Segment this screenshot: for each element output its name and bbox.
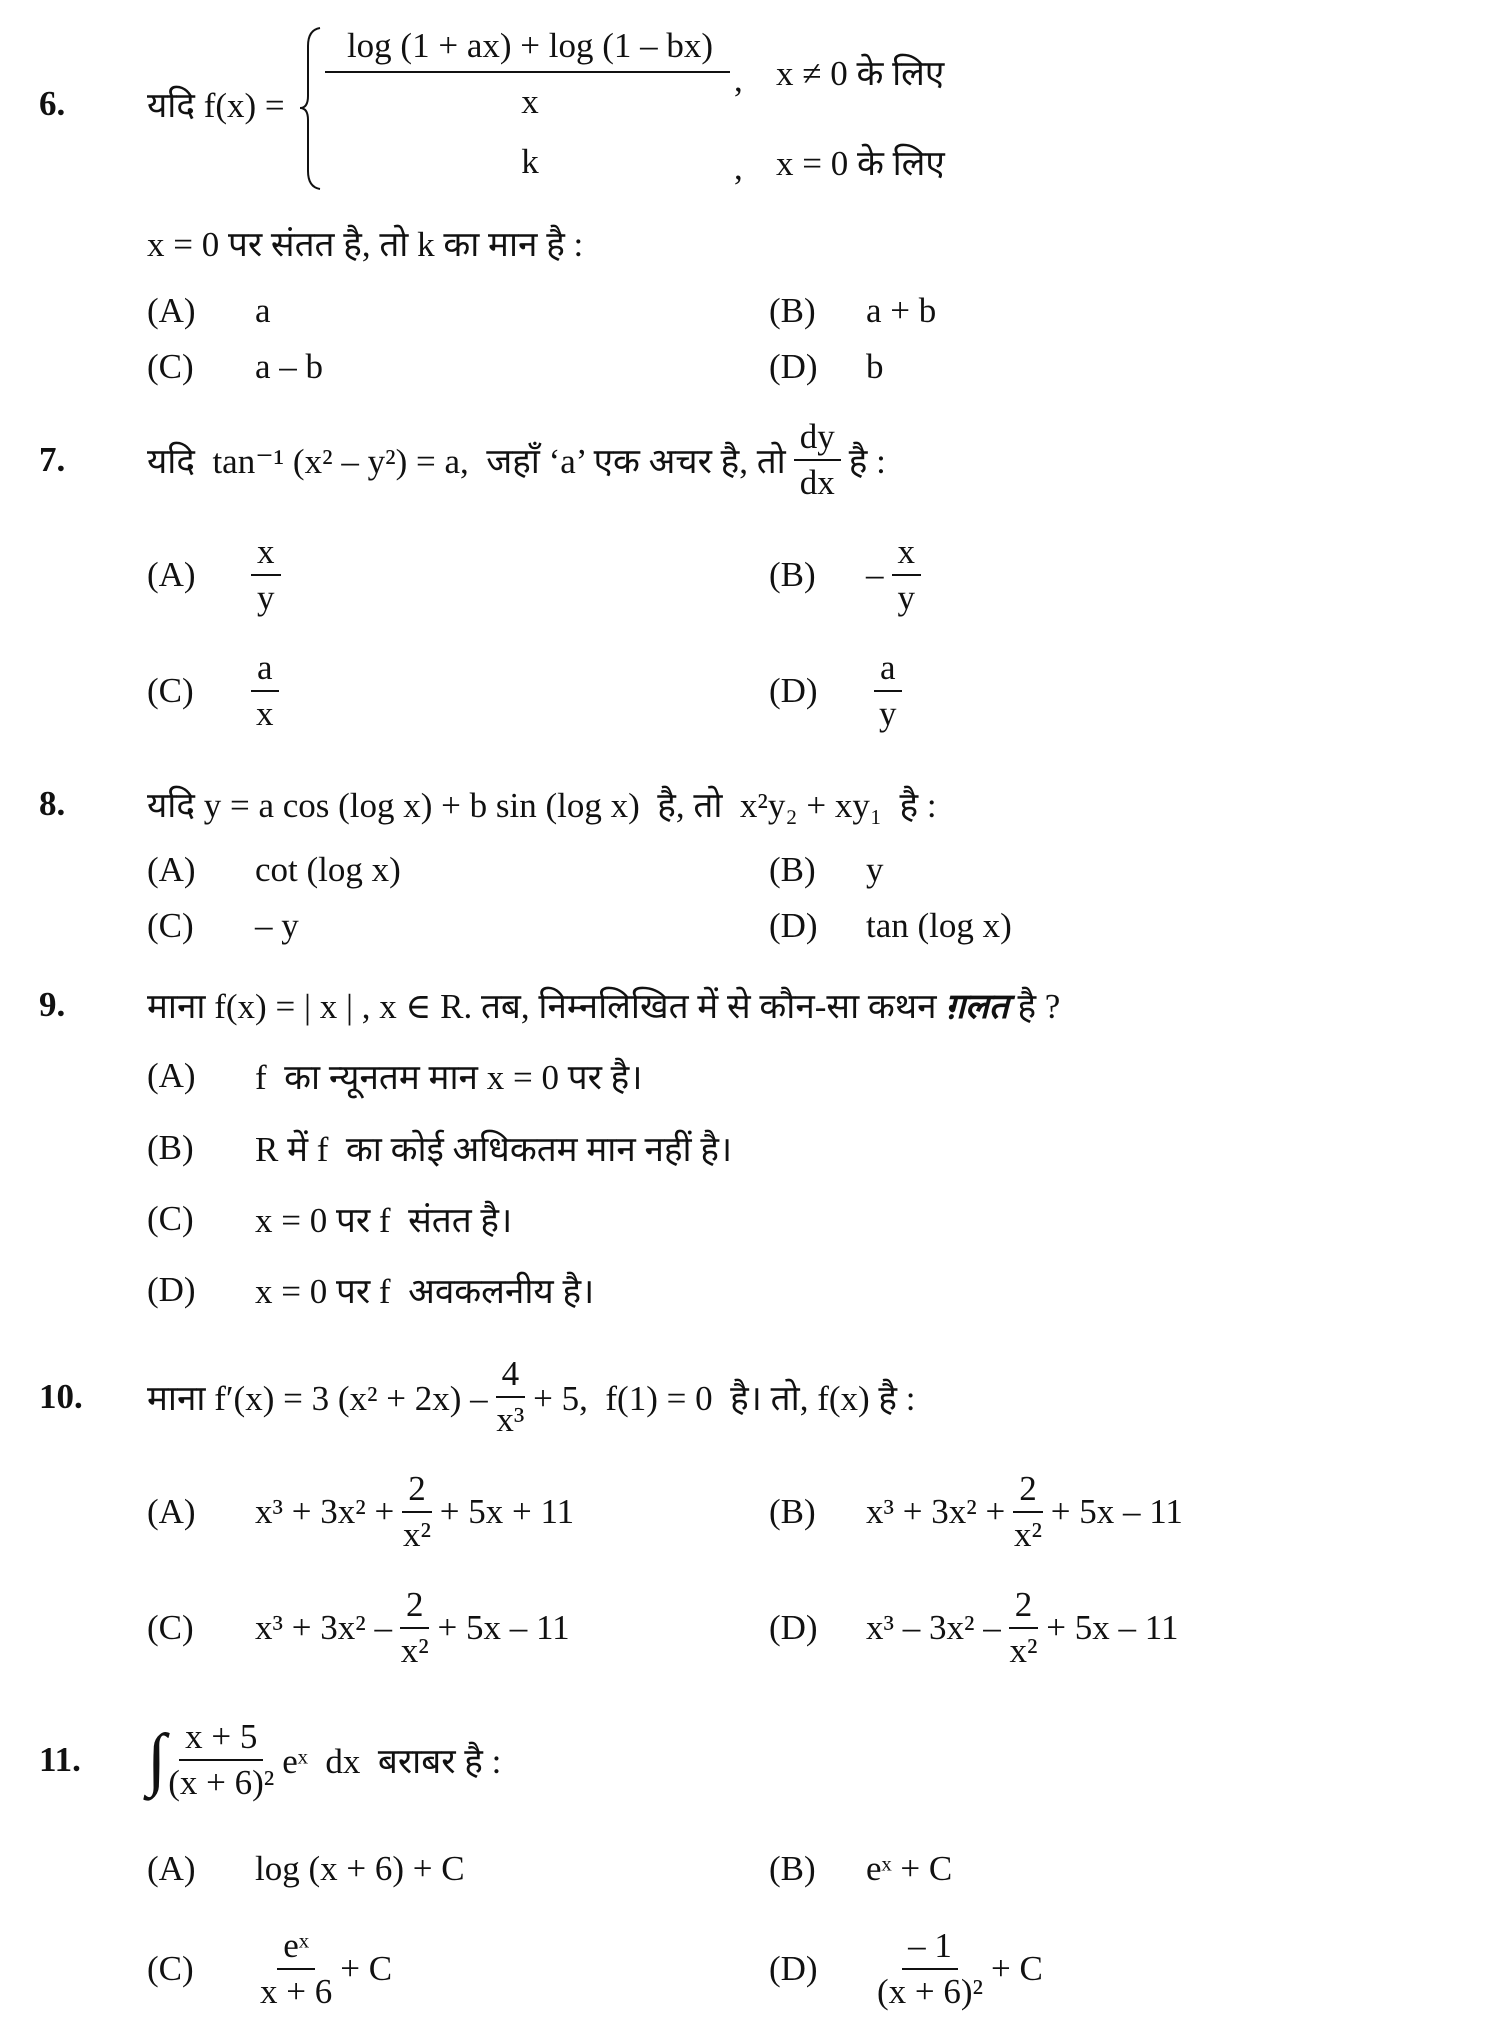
option-c[interactable] (147, 1925, 393, 2011)
question-number: 9. (39, 985, 66, 1024)
option-label: (A) (147, 1056, 196, 1095)
numerator: 2 (1009, 1586, 1039, 1630)
option-text: f का न्यूनतम मान x = 0 पर है। (255, 1057, 643, 1097)
case2-value: k (521, 142, 539, 181)
option-fraction (892, 533, 922, 618)
question-stem (147, 1716, 502, 1802)
stem-text: है : (848, 441, 886, 481)
option-text: b (866, 347, 884, 386)
option-label: (D) (769, 1608, 818, 1647)
question-stem-prefix: यदि f(x) = (147, 85, 285, 125)
option-b[interactable] (769, 1847, 953, 1891)
option-label: (D) (769, 671, 818, 710)
integral-sign: ∫ (147, 1721, 167, 1798)
numerator: 4 (496, 1355, 526, 1399)
option-b[interactable] (769, 531, 915, 617)
denominator: y (879, 694, 897, 733)
option-c[interactable] (147, 1197, 513, 1241)
case2-condition: x = 0 के लिए (776, 143, 945, 183)
numerator: 2 (402, 1470, 432, 1514)
option-d[interactable] (147, 1268, 595, 1312)
fraction-line (325, 71, 730, 73)
denominator: y (897, 578, 915, 617)
option-label: (B) (769, 1492, 816, 1531)
option-text: a (255, 291, 271, 330)
option-text: x³ + 3x² + (255, 1492, 395, 1531)
option-fraction (251, 649, 279, 734)
case1-condition: x ≠ 0 के लिए (776, 53, 945, 93)
option-label: (B) (147, 1128, 194, 1167)
denominator: x + 6 (260, 1972, 333, 2011)
numerator: x + 5 (179, 1718, 263, 1762)
option-d[interactable] (769, 904, 1012, 948)
denominator: x (256, 694, 274, 733)
option-a[interactable] (147, 289, 271, 333)
option-label: (A) (147, 850, 196, 889)
dy-dx-fraction (794, 418, 841, 503)
option-a[interactable] (147, 1054, 643, 1098)
option-b[interactable] (769, 1468, 1183, 1554)
option-fraction (400, 1586, 430, 1671)
numerator: a (874, 649, 902, 693)
option-sign: – (866, 555, 884, 594)
option-label: (A) (147, 291, 196, 330)
option-b[interactable] (769, 289, 937, 333)
option-label: (C) (147, 1949, 194, 1988)
stem-text: माना f′(x) = 3 (x² + 2x) – (147, 1378, 488, 1418)
option-a[interactable] (147, 531, 275, 617)
option-d[interactable] (769, 345, 884, 389)
option-c[interactable] (147, 647, 274, 733)
case1-comma: , (734, 60, 743, 99)
option-text: x³ + 3x² – (255, 1608, 392, 1647)
option-d[interactable] (769, 1925, 1043, 2011)
option-text: R में f का कोई अधिकतम मान नहीं है। (255, 1129, 733, 1169)
case1-numerator: log (1 + ax) + log (1 – bx) (346, 26, 714, 65)
option-label: (B) (769, 1849, 816, 1888)
option-c[interactable] (147, 904, 299, 948)
stem-text: + 5, f(1) = 0 है। तो, f(x) है : (533, 1378, 916, 1418)
numerator: a (251, 649, 279, 693)
option-text: + 5x – 11 (437, 1608, 570, 1647)
option-b[interactable] (769, 848, 884, 892)
denominator: x² (402, 1515, 431, 1554)
option-label: (B) (769, 291, 816, 330)
numerator: 2 (1013, 1470, 1043, 1514)
numerator: eˣ (277, 1927, 315, 1971)
option-text: x = 0 पर f अवकलनीय है। (255, 1271, 595, 1311)
option-text: a + b (866, 291, 937, 330)
option-label: (D) (769, 347, 818, 386)
option-text: log (x + 6) + C (255, 1849, 465, 1888)
option-text: x³ – 3x² – (866, 1608, 1001, 1647)
stem-text: eˣ dx बराबर है : (282, 1741, 502, 1781)
stem-text: है ? (1008, 986, 1061, 1026)
question-stem: यदि y = a cos (log x) + b sin (log x) है, तो x²y₂ + xy₁ है : (147, 785, 937, 825)
numerator: x (251, 533, 281, 577)
option-label: (C) (147, 1199, 194, 1238)
option-text: x³ + 3x² + (866, 1492, 1006, 1531)
option-text: + C (991, 1949, 1043, 1988)
option-fraction (251, 533, 281, 618)
denominator: (x + 6)² (877, 1972, 984, 2011)
option-d[interactable] (769, 647, 897, 733)
stem-text: माना f(x) = | x | , x ∈ R. तब, निम्नलिखित में से कौन-सा कथन (147, 986, 946, 1026)
question-number: 7. (39, 440, 66, 479)
option-fraction (260, 1927, 332, 2012)
denominator: x² (1009, 1631, 1038, 1670)
option-label: (D) (769, 1949, 818, 1988)
option-b[interactable] (147, 1126, 733, 1170)
option-fraction (877, 1927, 983, 2012)
option-label: (A) (147, 1849, 196, 1888)
option-a[interactable] (147, 848, 401, 892)
left-brace-icon (298, 26, 324, 191)
option-label: (A) (147, 1492, 196, 1531)
option-label: (D) (147, 1270, 196, 1309)
option-text: y (866, 850, 884, 889)
option-a[interactable] (147, 1847, 465, 1891)
option-label: (C) (147, 1608, 194, 1647)
option-label: (B) (769, 850, 816, 889)
denominator: dx (799, 463, 835, 502)
option-text: + C (340, 1949, 393, 1988)
question-stem (147, 1353, 916, 1439)
option-fraction (874, 649, 902, 734)
case1-denominator: x (521, 82, 539, 121)
question-stem (147, 983, 1060, 1027)
option-label: (A) (147, 555, 196, 594)
option-c[interactable] (147, 345, 324, 389)
option-text: a – b (255, 347, 324, 386)
question-stem (147, 416, 886, 502)
option-text: + 5x – 11 (1050, 1492, 1183, 1531)
option-text: – y (255, 906, 299, 945)
option-text: cot (log x) (255, 850, 401, 889)
option-c[interactable] (147, 1584, 570, 1670)
question-number: 8. (39, 784, 66, 823)
denominator: x² (1013, 1515, 1042, 1554)
option-text: + 5x + 11 (439, 1492, 575, 1531)
integrand-fraction (168, 1718, 274, 1803)
option-d[interactable] (769, 1584, 1179, 1670)
stem-emphasis: ग़लत (945, 986, 1009, 1026)
option-fraction (1013, 1470, 1043, 1555)
denominator: x³ (496, 1400, 525, 1439)
question-stem: x = 0 पर संतत है, तो k का मान है : (147, 224, 584, 264)
denominator: (x + 6)² (168, 1763, 275, 1802)
denominator: x² (400, 1631, 429, 1670)
option-fraction (402, 1470, 432, 1555)
question-number: 10. (39, 1377, 83, 1416)
question-number: 6. (39, 84, 66, 123)
question-number: 11. (39, 1740, 81, 1779)
option-label: (B) (769, 555, 816, 594)
option-label: (D) (769, 906, 818, 945)
option-label: (C) (147, 347, 194, 386)
numerator: 2 (400, 1586, 430, 1630)
option-text: + 5x – 11 (1046, 1608, 1179, 1647)
option-label: (C) (147, 671, 194, 710)
case2-comma: , (734, 148, 743, 187)
numerator: dy (794, 418, 841, 462)
stem-fraction (496, 1355, 526, 1440)
option-label: (C) (147, 906, 194, 945)
stem-text: यदि tan⁻¹ (x² – y²) = a, जहाँ ‘a’ एक अचर है, तो (147, 441, 786, 481)
option-text: x = 0 पर f संतत है। (255, 1200, 513, 1240)
option-text: eˣ + C (866, 1849, 953, 1888)
denominator: y (257, 578, 275, 617)
option-a[interactable] (147, 1468, 575, 1554)
numerator: – 1 (902, 1927, 958, 1971)
numerator: x (892, 533, 922, 577)
option-text: tan (log x) (866, 906, 1012, 945)
option-fraction (1009, 1586, 1039, 1671)
